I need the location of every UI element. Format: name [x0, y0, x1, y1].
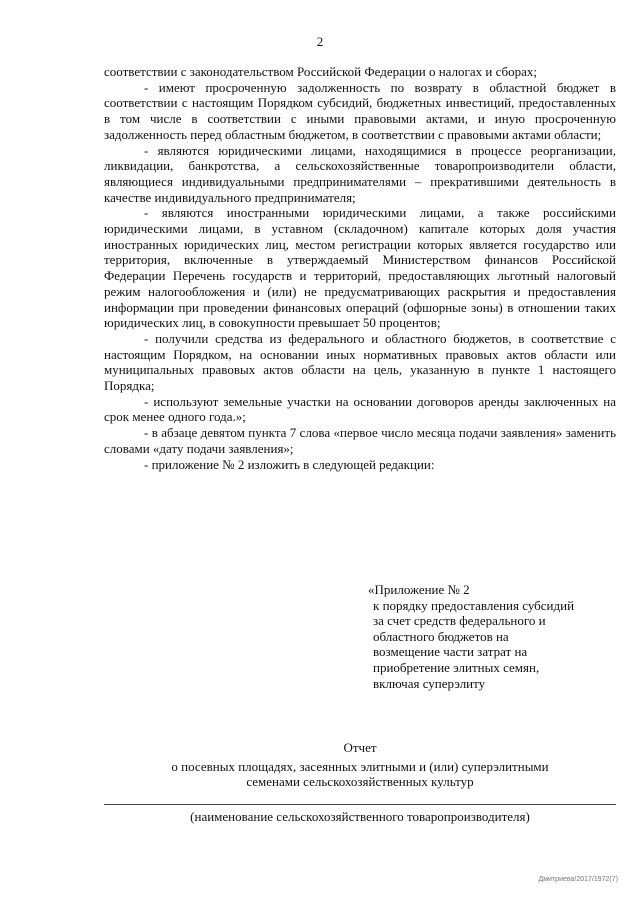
- appendix-title: «Приложение № 2: [368, 582, 470, 597]
- appendix-line: возмещение части затрат на: [373, 644, 528, 660]
- paragraph: - в абзаце девятом пункта 7 слова «первое число месяца подачи заявления» заменить словами «дату подачи заявления»;: [104, 425, 616, 456]
- report-title: Отчет: [343, 740, 377, 755]
- paragraph: - являются юридическими лицами, находящимися в процессе реорганизации, ликвидации, банкротства, а сельскохозяйственные товаропроизводители области, являющиеся индивидуальными предпринимателями – прекратившими деятельность в качестве индивидуального предпринимателя;: [104, 142, 616, 205]
- name-underline: [104, 804, 616, 805]
- paragraph: - получили средства из федерального и областного бюджетов, в соответствие с настоящим Порядком, на основании иных нормативных правовых актов области или муниципальных правовых актов области на цель, указанную в пункте 1 настоящего Порядка;: [104, 330, 616, 394]
- paragraph: - используют земельные участки на основании договоров аренды заключенных на срок менее одного года.»;: [104, 393, 616, 425]
- paragraph: - являются иностранными юридическими лицами, а также российскими юридическими лицами, в уставном (складочном) капитале которых доля участия иностранных юридических лиц, местом регистрации которых является государство или территория, включенные в утверждаемый Министерством финансов Российской Федерации Перечень государств и территорий, предоставляющих льготный налоговый режим налогообложения и (или) не предусматривающих раскрытия и предоставления информации при проведении финансовых операций (офшорные зоны) в отношении таких юридических лиц, в совокупности превышает 50 процентов;: [104, 205, 616, 331]
- appendix-header: [368, 582, 613, 691]
- report-header: [104, 740, 616, 790]
- appendix-line: включая суперэлиту: [373, 675, 486, 691]
- report-subtitle: о посевных площадях, засеянных элитными и (или) суперэлитными: [171, 758, 549, 774]
- appendix-line: областного бюджетов на: [373, 628, 509, 644]
- paragraph: соответствии с законодательством Российской Федерации о налогах и сборах;: [104, 64, 538, 79]
- body-text: [104, 64, 616, 472]
- appendix-line: приобретение элитных семян,: [373, 659, 540, 675]
- underline-caption: (наименование сельскохозяйственного товаропроизводителя): [190, 809, 530, 824]
- appendix-line: за счет средств федерального и: [373, 613, 546, 629]
- footer-code: Дмитриева/2017/1972(7): [538, 876, 618, 883]
- paragraph: - приложение № 2 изложить в следующей редакции:: [144, 456, 435, 472]
- appendix-line: к порядку предоставления субсидий: [373, 597, 575, 613]
- page-number: 2: [316, 34, 324, 49]
- paragraph: - имеют просроченную задолженность по возврату в областной бюджет в соответствии с настоящим Порядком субсидий, бюджетных инвестиций, предоставленных в том числе в соответствии с иными правовыми актами, и иную просроченную задолженность перед областным бюджетом, в соответствии с правовыми актами области;: [104, 79, 616, 142]
- report-subtitle: семенами сельскохозяйственных культур: [246, 774, 474, 790]
